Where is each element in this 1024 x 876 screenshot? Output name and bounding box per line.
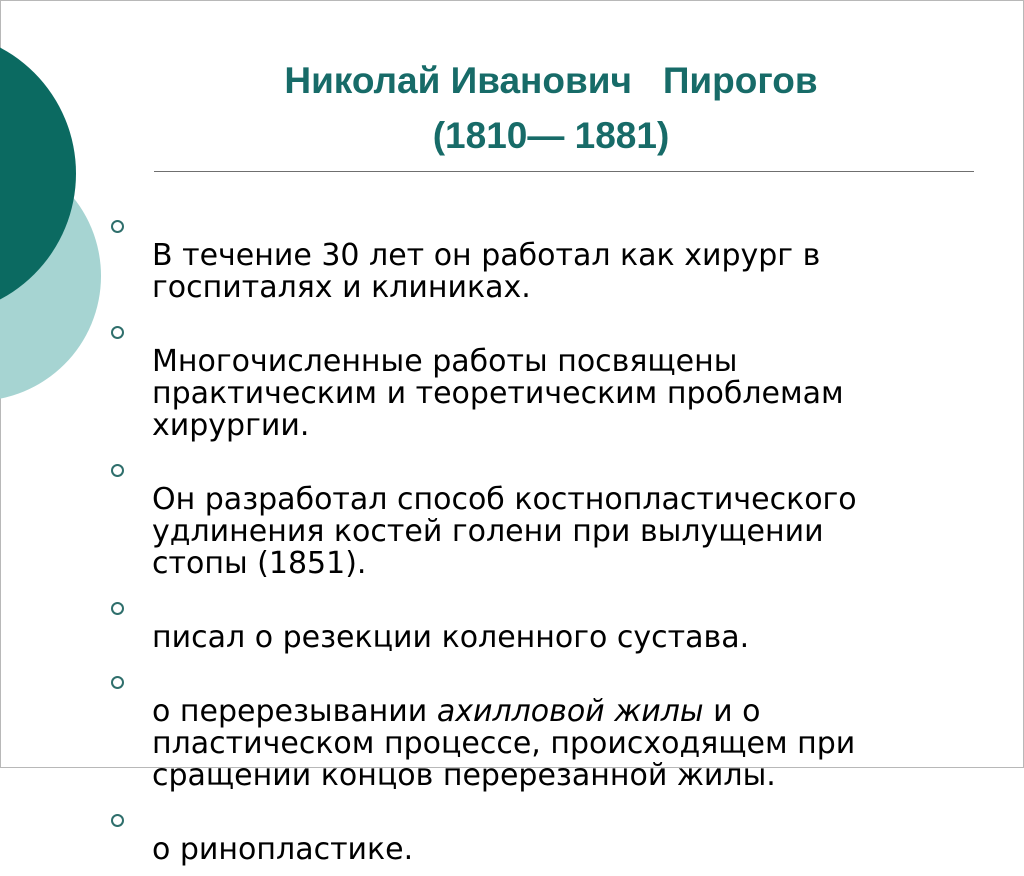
bullet-item xyxy=(111,802,991,866)
bullet-text: о ринопластике. xyxy=(152,832,414,867)
bullet-item xyxy=(111,314,991,442)
bullet-item xyxy=(111,208,991,304)
bullet-item xyxy=(111,452,991,580)
title-divider xyxy=(154,171,974,172)
bullet-list xyxy=(111,208,991,876)
circle-bullet-icon xyxy=(111,602,124,615)
circle-bullet-icon xyxy=(111,676,124,689)
bullet-text: Он разработал способ костнопластического удлинения костей голени при вылущении стопы (1851). xyxy=(152,482,857,581)
circle-bullet-icon xyxy=(111,326,124,339)
bullet-item xyxy=(111,664,991,792)
circle-bullet-icon xyxy=(111,220,124,233)
bullet-text-suffix: и о пластическом процессе, происходящем при сращении концов перерезанной жилы. xyxy=(152,694,856,793)
bullet-item xyxy=(111,590,991,654)
bullet-text: В течение 30 лет он работал как хирург в госпиталях и клиниках. xyxy=(152,238,821,305)
bullet-emphasis: ахилловой жилы xyxy=(436,694,704,729)
title-line-years: (1810— 1881) xyxy=(432,115,670,156)
bullet-text: Многочисленные работы посвящены практическим и теоретическим проблемам хирургии. xyxy=(152,344,844,443)
bullet-text: писал о резекции коленного сустава. xyxy=(152,620,750,655)
slide-title xyxy=(151,53,951,163)
bullet-text-prefix: о перерезывании xyxy=(152,694,437,729)
circle-bullet-icon xyxy=(111,814,124,827)
title-line-name: Николай Иванович Пирогов xyxy=(284,60,818,101)
circle-bullet-icon xyxy=(111,464,124,477)
